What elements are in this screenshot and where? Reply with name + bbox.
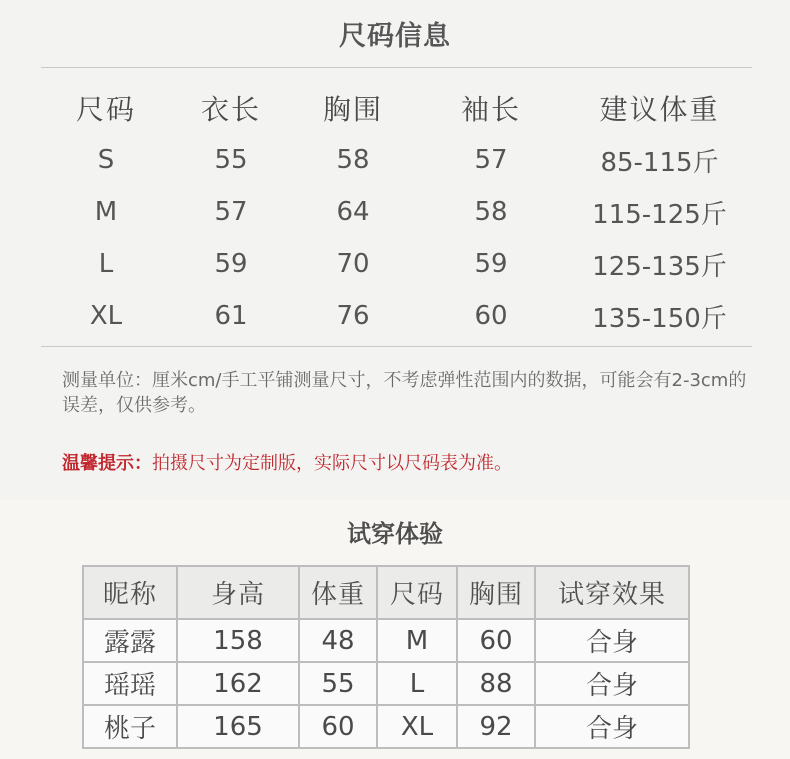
size-table	[41, 82, 752, 342]
sleeve-cell: 60	[474, 301, 508, 331]
size-cell: L	[98, 249, 114, 279]
trial-title: 试穿体验	[347, 520, 443, 548]
warm-tip	[62, 449, 512, 475]
header-sleeve: 袖长	[460, 93, 521, 126]
trial-table-header	[83, 566, 689, 619]
fit-cell: 合身	[535, 705, 689, 748]
height-cell: 162	[177, 662, 299, 705]
length-cell: 55	[214, 145, 248, 175]
header-size: 尺码	[377, 566, 457, 619]
table-row	[83, 619, 689, 662]
height-cell: 158	[177, 619, 299, 662]
divider-bottom	[41, 346, 752, 347]
sleeve-cell: 57	[474, 145, 508, 175]
table-row	[83, 662, 689, 705]
nickname-cell: 桃子	[83, 705, 177, 748]
chest-cell: 64	[336, 197, 370, 227]
nickname-cell: 瑶瑶	[83, 662, 177, 705]
nickname-cell: 露露	[83, 619, 177, 662]
sleeve-cell: 59	[474, 249, 508, 279]
length-cell: 57	[214, 197, 248, 227]
size-info-title: 尺码信息	[339, 21, 451, 52]
header-weight: 体重	[299, 566, 377, 619]
header-height: 身高	[177, 566, 299, 619]
size-row-s	[41, 134, 752, 186]
weight-cell: 125-135斤	[592, 251, 727, 282]
measurement-note: 测量单位：厘米cm/手工平铺测量尺寸，不考虑弹性范围内的数据，可能会有2-3cm的误差，仅供参考。	[62, 370, 747, 416]
header-chest: 胸围	[322, 93, 383, 126]
weight-cell: 115-125斤	[592, 199, 727, 230]
size-row-l	[41, 238, 752, 290]
weight-cell: 60	[299, 705, 377, 748]
header-size: 尺码	[75, 93, 136, 126]
size-cell: M	[377, 619, 457, 662]
header-weight: 建议体重	[599, 93, 720, 126]
size-cell: S	[97, 145, 115, 175]
sleeve-cell: 58	[474, 197, 508, 227]
chest-cell: 76	[336, 301, 370, 331]
chest-cell: 88	[457, 662, 535, 705]
length-cell: 59	[214, 249, 248, 279]
trial-table	[82, 565, 690, 749]
weight-cell: 48	[299, 619, 377, 662]
warm-tip-label: 温馨提示：	[62, 453, 152, 474]
size-cell: L	[377, 662, 457, 705]
weight-cell: 135-150斤	[592, 303, 727, 334]
fit-cell: 合身	[535, 662, 689, 705]
chest-cell: 58	[336, 145, 370, 175]
size-cell: XL	[377, 705, 457, 748]
weight-cell: 55	[299, 662, 377, 705]
header-length: 衣长	[200, 93, 261, 126]
size-table-header	[41, 82, 752, 134]
chest-cell: 60	[457, 619, 535, 662]
size-row-xl	[41, 290, 752, 342]
weight-cell: 85-115斤	[600, 147, 719, 178]
chest-cell: 92	[457, 705, 535, 748]
table-row	[83, 705, 689, 748]
fit-cell: 合身	[535, 619, 689, 662]
divider-top	[41, 67, 752, 68]
warm-tip-text: 拍摄尺寸为定制版，实际尺寸以尺码表为准。	[152, 453, 512, 474]
header-nickname: 昵称	[83, 566, 177, 619]
size-row-m	[41, 186, 752, 238]
header-fit: 试穿效果	[535, 566, 689, 619]
size-cell: XL	[89, 301, 123, 331]
height-cell: 165	[177, 705, 299, 748]
header-chest: 胸围	[457, 566, 535, 619]
chest-cell: 70	[336, 249, 370, 279]
length-cell: 61	[214, 301, 248, 331]
size-cell: M	[94, 197, 118, 227]
